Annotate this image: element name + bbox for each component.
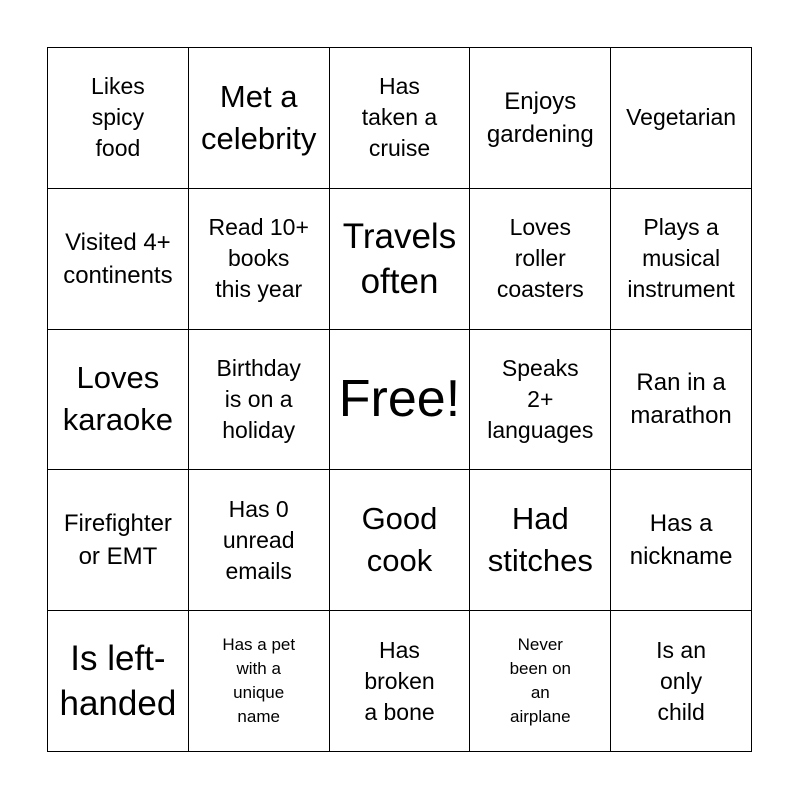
cell-text: Has broken a bone bbox=[364, 636, 435, 725]
cell-text: Met a celebrity bbox=[200, 78, 317, 156]
bingo-cell[interactable] bbox=[611, 611, 752, 752]
bingo-cell[interactable] bbox=[48, 330, 189, 471]
bingo-cell[interactable] bbox=[470, 48, 611, 189]
cell-text: Has a pet with a unique name bbox=[222, 635, 296, 727]
bingo-cell[interactable] bbox=[470, 611, 611, 752]
cell-text: Read 10+ books this year bbox=[208, 214, 309, 303]
cell-text: Birthday is on a holiday bbox=[216, 354, 301, 443]
cell-text: Vegetarian bbox=[626, 104, 737, 131]
bingo-cell[interactable] bbox=[48, 470, 189, 611]
cell-text: Loves roller coasters bbox=[496, 214, 584, 303]
cell-text: Had stitches bbox=[487, 501, 593, 579]
cell-text: Speaks 2+ languages bbox=[487, 354, 594, 443]
cell-text: Loves karaoke bbox=[62, 360, 174, 438]
cell-text: Plays a musical instrument bbox=[627, 214, 735, 303]
cell-text: Likes spicy food bbox=[91, 73, 145, 162]
bingo-cell[interactable] bbox=[470, 189, 611, 330]
cell-text: Enjoys gardening bbox=[486, 87, 594, 148]
cell-text: Good cook bbox=[361, 501, 438, 579]
bingo-cell[interactable] bbox=[189, 330, 330, 471]
bingo-cell[interactable] bbox=[470, 470, 611, 611]
bingo-cell[interactable] bbox=[189, 48, 330, 189]
bingo-cell[interactable] bbox=[470, 330, 611, 471]
bingo-board bbox=[47, 47, 752, 752]
bingo-cell[interactable] bbox=[48, 48, 189, 189]
bingo-cell[interactable] bbox=[611, 330, 752, 471]
free-space-cell[interactable] bbox=[330, 330, 471, 471]
cell-text: Has taken a cruise bbox=[361, 73, 438, 162]
bingo-cell[interactable] bbox=[330, 611, 471, 752]
bingo-cell[interactable] bbox=[330, 189, 471, 330]
cell-text: Firefighter or EMT bbox=[63, 510, 172, 571]
bingo-cell[interactable] bbox=[48, 611, 189, 752]
cell-text: Free! bbox=[338, 370, 461, 429]
bingo-cell[interactable] bbox=[611, 189, 752, 330]
bingo-cell[interactable] bbox=[330, 48, 471, 189]
bingo-cell[interactable] bbox=[611, 48, 752, 189]
bingo-cell[interactable] bbox=[330, 470, 471, 611]
cell-text: Ran in a marathon bbox=[630, 369, 732, 430]
cell-text: Has a nickname bbox=[629, 510, 733, 571]
cell-text: Has 0 unread emails bbox=[222, 495, 295, 584]
bingo-cell[interactable] bbox=[189, 611, 330, 752]
bingo-cell[interactable] bbox=[189, 189, 330, 330]
cell-text: Visited 4+ continents bbox=[63, 228, 173, 289]
bingo-cell[interactable] bbox=[48, 189, 189, 330]
bingo-cell[interactable] bbox=[611, 470, 752, 611]
cell-text: Is left- handed bbox=[59, 639, 177, 724]
cell-text: Travels often bbox=[342, 216, 457, 301]
cell-text: Is an only child bbox=[656, 636, 707, 725]
bingo-cell[interactable] bbox=[189, 470, 330, 611]
cell-text: Never been on an airplane bbox=[509, 635, 572, 727]
